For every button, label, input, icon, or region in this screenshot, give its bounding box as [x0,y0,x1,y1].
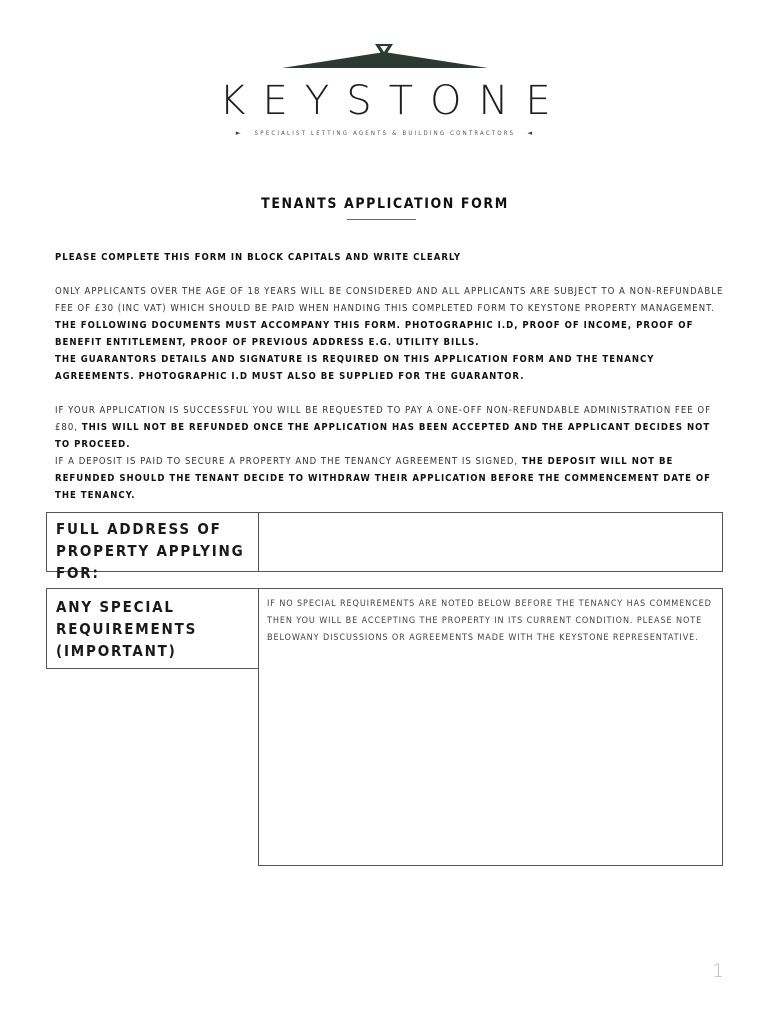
tagline-arrow-left-icon: ◄ [527,129,535,137]
tagline-arrow-right-icon: ► [235,129,243,137]
tagline-text: SPECIALIST LETTING AGENTS & BUILDING CONTRACTORS [254,130,516,137]
admin-fee-text: IF YOUR APPLICATION IS SUCCESSFUL YOU WILL BE REQUESTED TO PAY A ONE-OFF NON-REFUNDABLE ADMINISTRATION FEE OF £80, [55,405,711,433]
instruction-admin-fee [55,402,725,453]
deposit-warning: THE DEPOSIT WILL NOT BE REFUNDED SHOULD THE TENANT DECIDE TO WITHDRAW THEIR APPLICATION BEFORE THE COMMENCEMENT DATE OF THE TENANCY. [55,456,712,501]
instruction-deposit [55,453,725,504]
admin-fee-warning: THIS WILL NOT BE REFUNDED ONCE THE APPLICATION HAS BEEN ACCEPTED AND THE APPLICANT DECIDES NOT TO PROCEED. [55,422,711,450]
requirements-note: IF NO SPECIAL REQUIREMENTS ARE NOTED BELOW BEFORE THE TENANCY HAS COMMENCED THEN YOU WILL BE ACCEPTING THE PROPERTY IN ITS CURRENT CONDITION. PLEASE NOTE BELOWANY DISCUSSIONS OR AGREEMENTS MADE WITH THE KEYSTONE REPRESENTATIVE. [267,599,712,643]
documents-text: THE FOLLOWING DOCUMENTS MUST ACCOMPANY THIS FORM. PHOTOGRAPHIC I.D, PROOF OF INCOME, PROOF OF BENEFIT ENTITLEMENT, PROOF OF PREVIOUS ADDRESS E.G. UTILITY BILLS. [55,320,694,348]
deposit-text: IF A DEPOSIT IS PAID TO SECURE A PROPERTY AND THE TENANCY AGREEMENT IS SIGNED, [55,456,519,467]
address-input[interactable] [258,512,723,572]
instruction-block-capitals: PLEASE COMPLETE THIS FORM IN BLOCK CAPITALS AND WRITE CLEARLY [55,252,462,263]
address-label: FULL ADDRESS OF PROPERTY APPLYING FOR: [56,520,245,582]
form-title: TENANTS APPLICATION FORM [261,196,509,212]
instruction-age-fee [55,283,725,351]
brand-name: KEYSTONE [219,78,568,124]
instruction-guarantors: THE GUARANTORS DETAILS AND SIGNATURE IS REQUIRED ON THIS APPLICATION FORM AND THE TENANCY AGREEMENTS. PHOTOGRAPHIC I.D MUST ALSO BE SUPPLIED FOR THE GUARANTOR. [55,354,655,382]
age-fee-text: ONLY APPLICANTS OVER THE AGE OF 18 YEARS WILL BE CONSIDERED AND ALL APPLICANTS ARE SUBJECT TO A NON-REFUNDABLE FEE OF £30 (INC VAT) WHICH SHOULD BE PAID WHEN HANDING THIS COMPLETED FORM TO KEYSTONE PROPERTY MANAGEMENT. [55,286,724,314]
requirements-label: ANY SPECIAL REQUIREMENTS (IMPORTANT) [56,598,198,660]
title-underline [347,219,416,220]
logo-roof-icon [0,0,770,80]
page-number: 1 [712,960,725,982]
tagline [0,129,770,137]
